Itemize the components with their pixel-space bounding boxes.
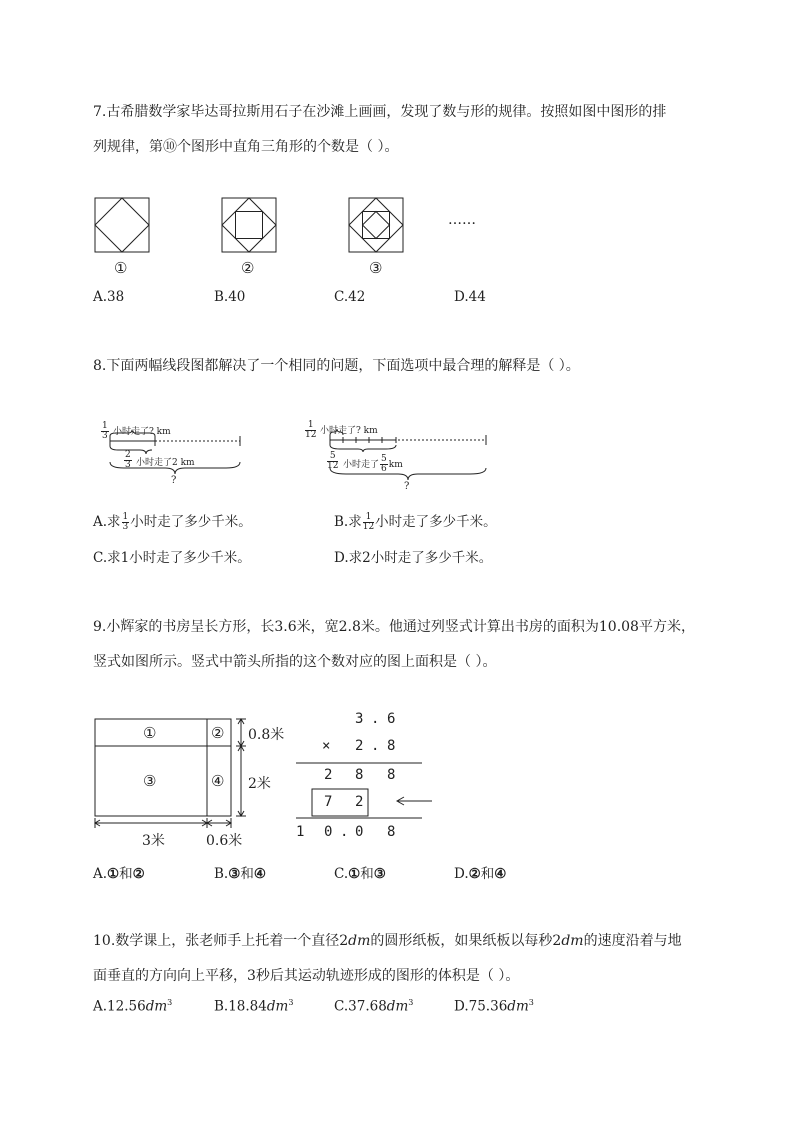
q8-d1-top-frac: $\frac{1}{3}$ — [102, 421, 108, 441]
q8-d1-question: ? — [171, 475, 177, 486]
q7-label-3: ③ — [369, 259, 383, 277]
q10-option-a[interactable]: $A.12.56dm^3$ — [93, 998, 173, 1015]
calc-r5-d2: 0 — [324, 824, 333, 840]
calc-r2-d3: 8 — [387, 738, 396, 754]
q8-d2-bottom-frac: $\frac{5}{12}$ — [327, 451, 339, 471]
calc-r3-d3: 8 — [387, 767, 396, 783]
q10-option-b[interactable]: $B.18.84dm^3$ — [214, 998, 294, 1015]
calc-r3-d2: 8 — [355, 767, 364, 783]
q9-line2: 竖式如图所示。竖式中箭头所指的这个数对应的图上面积是（ ）。 — [93, 654, 497, 670]
calc-r1-d2: . — [371, 711, 380, 727]
q8-d2-bottom-text: 小时走了 $\frac{5}{6}$ km — [343, 454, 403, 474]
q9-region-3: ③ — [143, 772, 157, 790]
q9-option-b[interactable]: B.③和④ — [214, 866, 266, 882]
q8-option-b[interactable]: B.求 $\frac{1}{12}$ 小时走了多少千米。 — [334, 512, 497, 532]
q8-d2-top-frac: $\frac{1}{12}$ — [305, 420, 317, 440]
calc-times: × — [322, 738, 331, 754]
q7-ellipsis: …… — [448, 212, 476, 228]
q9-option-d[interactable]: D.②和④ — [454, 866, 507, 882]
q7-option-d[interactable]: D.44 — [454, 289, 486, 305]
q9-region-4: ④ — [211, 772, 225, 790]
q7-line1: 7.古希腊数学家毕达哥拉斯用石子在沙滩上画画，发现了数与形的规律。按照如图中图形的排 — [93, 104, 667, 120]
q9-dim-bottom-right: 0.6米 — [206, 833, 243, 849]
q8-d1-bottom-text: 小时走了2 km — [136, 458, 195, 468]
calc-r3-d1: 2 — [324, 767, 333, 783]
q9-option-a[interactable]: A.①和② — [93, 866, 145, 882]
q8-line1: 8.下面两幅线段图都解决了一个相同的问题，下面选项中最合理的解释是（ ）。 — [93, 358, 580, 374]
q7-option-a[interactable]: A.38 — [93, 289, 125, 305]
q10-option-d[interactable]: $D.75.36dm^3$ — [454, 998, 534, 1015]
q8-d1-top-text: 小时走了? km — [113, 427, 171, 437]
q10-option-c[interactable]: $C.37.68dm^3$ — [334, 998, 414, 1015]
q8-option-c[interactable]: C.求1小时走了多少千米。 — [93, 550, 251, 566]
q7-option-b[interactable]: B.40 — [214, 289, 246, 305]
q9-dim-bottom-left: 3米 — [142, 833, 165, 849]
calc-r4-d1: 7 — [324, 794, 333, 810]
q9-region-2: ② — [211, 724, 225, 742]
q7-line2: 列规律，第⑩个图形中直角三角形的个数是（ ）。 — [93, 139, 399, 155]
q9-line1: 9.小辉家的书房呈长方形，长3.6米，宽2.8米。他通过列竖式计算出书房的面积为10.08平方米， — [93, 619, 695, 635]
q9-dim-right: 2米 — [248, 776, 271, 792]
calc-r5-d5: 8 — [387, 824, 396, 840]
calc-r1-d3: 6 — [387, 711, 396, 727]
calc-r5-d1: 1 — [296, 824, 305, 840]
q7-label-2: ② — [241, 259, 255, 277]
q8-d2-question: ? — [404, 481, 410, 492]
q8-option-a[interactable]: A.求 $\frac{1}{3}$ 小时走了多少千米。 — [93, 512, 252, 532]
q9-region-1: ① — [143, 724, 157, 742]
q8-option-d[interactable]: D.求2小时走了多少千米。 — [334, 550, 493, 566]
q7-option-c[interactable]: C.42 — [334, 289, 366, 305]
q7-label-1: ① — [114, 259, 128, 277]
calc-r1-d1: 3 — [355, 711, 364, 727]
calc-r2-d1: 2 — [355, 738, 364, 754]
calc-r2-d2: . — [371, 738, 380, 754]
q10-line1: 10.数学课上，张老师手上托着一个直径2dm的圆形纸板，如果纸板以每秒2dm的速度沿着与地 — [93, 933, 682, 949]
q10-line2: 面垂直的方向向上平移，3秒后其运动轨迹形成的图形的体积是（ ）。 — [93, 968, 520, 984]
q9-option-c[interactable]: C.①和③ — [334, 866, 386, 882]
q9-dim-top-right: 0.8米 — [248, 727, 285, 743]
q8-d2-top-text: 小时走了? km — [320, 426, 378, 436]
calc-r5-d3: . — [340, 824, 349, 840]
calc-r5-d4: 0 — [355, 824, 364, 840]
q8-d1-bottom-frac: $\frac{2}{3}$ — [125, 450, 131, 470]
calc-r4-d2: 2 — [355, 794, 364, 810]
